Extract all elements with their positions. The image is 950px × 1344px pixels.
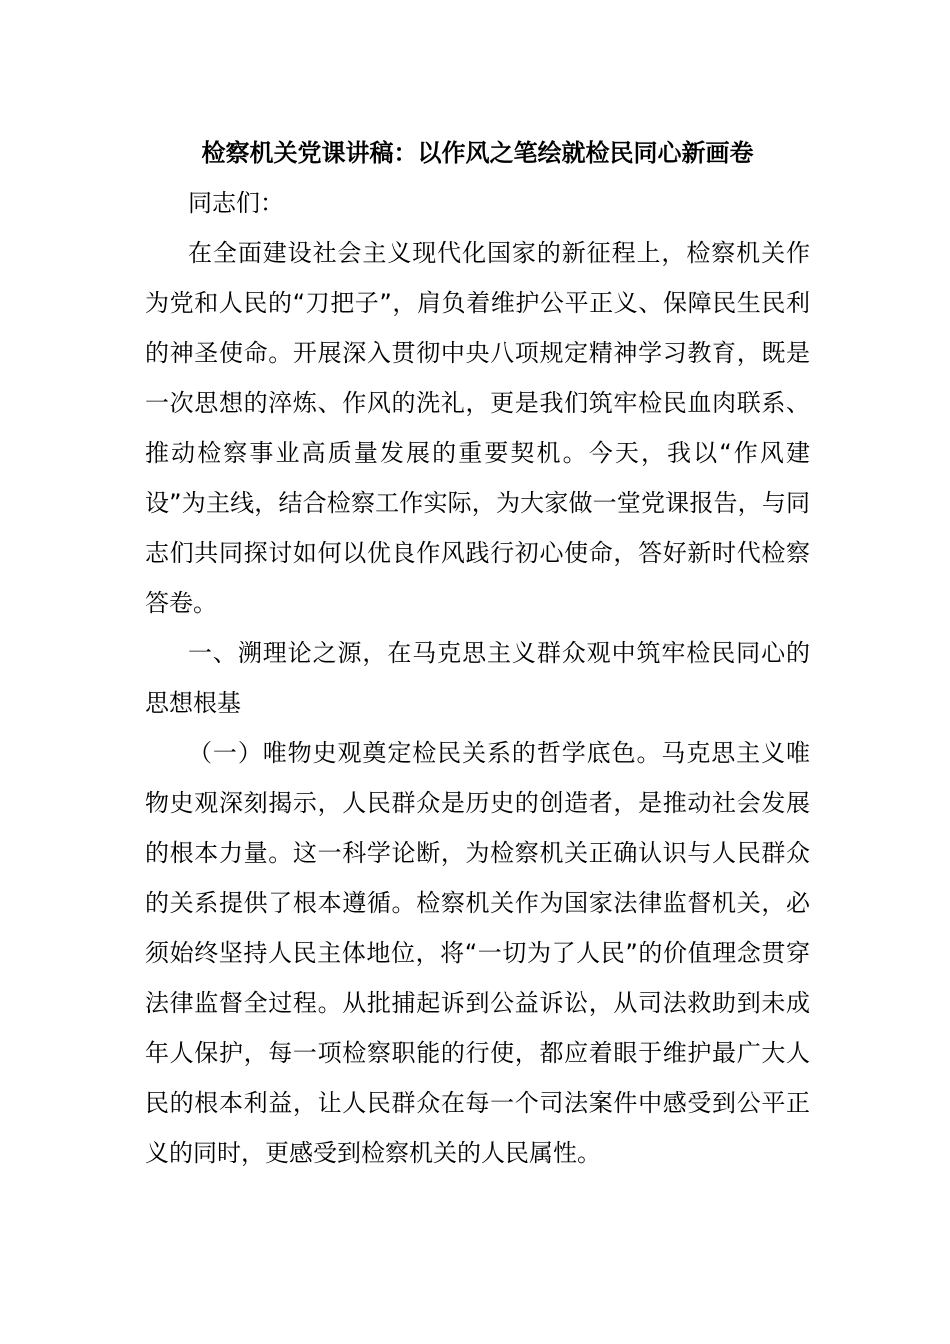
salutation: 同志们：: [188, 189, 284, 217]
document-body: [145, 128, 810, 1178]
subsection-paragraph: （一）唯物史观奠定检民关系的哲学底色。马克思主义唯物史观深刻揭示，人民群众是历史的创造者，是推动社会发展的根本力量。这一科学论断，为检察机关正确认识与人民群众的关系提供了根本遵循。检察机关作为国家法律监督机关，必须始终坚持人民主体地位，将“一切为了人民”的价值理念贯穿法律监督全过程。从批捕起诉到公益诉讼，从司法救助到未成年人保护，每一项检察职能的行使，都应着眼于维护最广大人民的根本利益，让人民群众在每一个司法案件中感受到公平正义的同时，更感受到检察机关的人民属性。: [145, 739, 810, 1167]
section-heading: 一、溯理论之源，在马克思主义群众观中筑牢检民同心的思想根基: [145, 639, 810, 717]
document-title: 检察机关党课讲稿：以作风之笔绘就检民同心新画卷: [201, 139, 754, 167]
intro-paragraph: 在全面建设社会主义现代化国家的新征程上，检察机关作为党和人民的“刀把子”，肩负着维护公平正义、保障民生民利的神圣使命。开展深入贯彻中央八项规定精神学习教育，既是一次思想的淬炼、作风的洗礼，更是我们筑牢检民血肉联系、推动检察事业高质量发展的重要契机。今天，我以“作风建设”为主线，结合检察工作实际，为大家做一堂党课报告，与同志们共同探讨如何以优良作风践行初心使命，答好新时代检察答卷。: [145, 239, 810, 617]
